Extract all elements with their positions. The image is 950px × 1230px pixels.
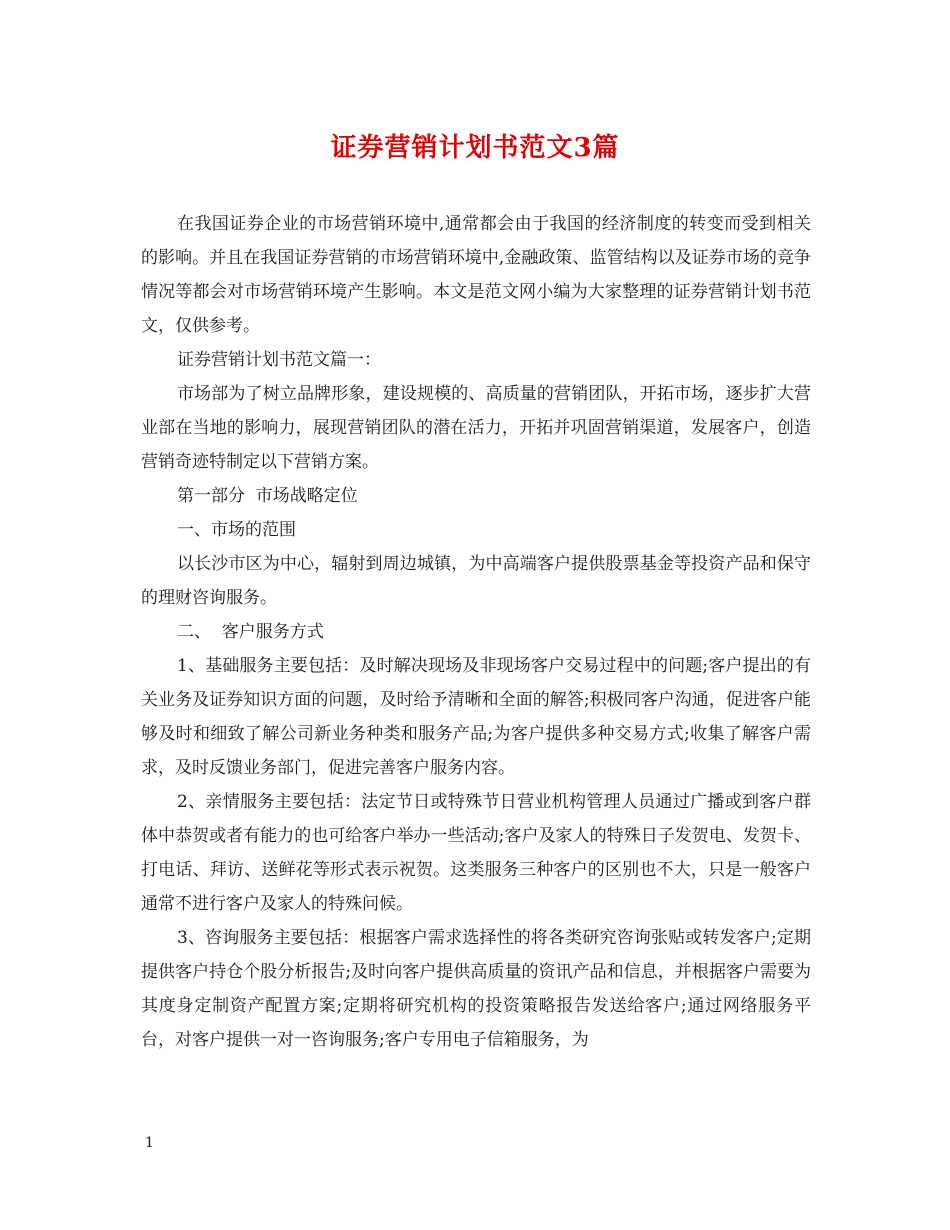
document-title: 证券营销计划书范文3篇	[330, 133, 620, 163]
paragraph-market-scope: 以长沙市区为中心，辐射到周边城镇，为中高端客户提供股票基金等投资产品和保守的理财咨询服务。	[141, 554, 811, 608]
paragraph-part-one-heading: 第一部分 市场战略定位	[177, 486, 358, 506]
paragraph-intro: 在我国证券企业的市场营销环境中,通常都会由于我国的经济制度的转变而受到相关的影响。并且在我国证券营销的市场营销环境中,金融政策、监管结构以及证券市场的竞争情况等都会对市场营销环境产生影响。本文是范文网小编为大家整理的证券营销计划书范文，仅供参考。	[141, 214, 811, 336]
paragraph-basic-service: 1、基础服务主要包括：及时解决现场及非现场客户交易过程中的问题;客户提出的有关业务及证券知识方面的问题，及时给予清晰和全面的解答;积极同客户沟通，促进客户能够及时和细致了解公司新业务种类和服务产品;为客户提供多种交易方式;收集了解客户需求，及时反馈业务部门，促进完善客户服务内容。	[141, 656, 811, 778]
paragraph-section-heading: 证券营销计划书范文篇一：	[177, 350, 381, 370]
page-number: 1	[145, 1135, 154, 1151]
paragraph-market-scope-heading: 一、市场的范围	[177, 520, 296, 540]
paragraph-family-service: 2、亲情服务主要包括：法定节日或特殊节日营业机构管理人员通过广播或到客户群体中恭贺或者有能力的也可给客户举办一些活动;客户及家人的特殊日子发贺电、发贺卡、打电话、拜访、送鲜花等形式表示祝贺。这类服务三种客户的区别也不大，只是一般客户通常不进行客户及家人的特殊问候。	[141, 792, 811, 914]
paragraph-consulting-service: 3、咨询服务主要包括：根据客户需求选择性的将各类研究咨询张贴或转发客户;定期提供客户持仓个股分析报告;及时向客户提供高质量的资讯产品和信息，并根据客户需要为其度身定制资产配置方案;定期将研究机构的投资策略报告发送给客户;通过网络服务平台，对客户提供一对一咨询服务;客户专用电子信箱服务，为	[141, 928, 811, 1050]
paragraph-marketing-purpose: 市场部为了树立品牌形象，建设规模的、高质量的营销团队，开拓市场，逐步扩大营业部在当地的影响力，展现营销团队的潜在活力，开拓并巩固营销渠道，发展客户，创造营销奇迹特制定以下营销方案。	[141, 384, 811, 472]
document-body	[141, 207, 811, 1057]
paragraph-service-method-heading: 二、 客户服务方式	[177, 622, 324, 642]
